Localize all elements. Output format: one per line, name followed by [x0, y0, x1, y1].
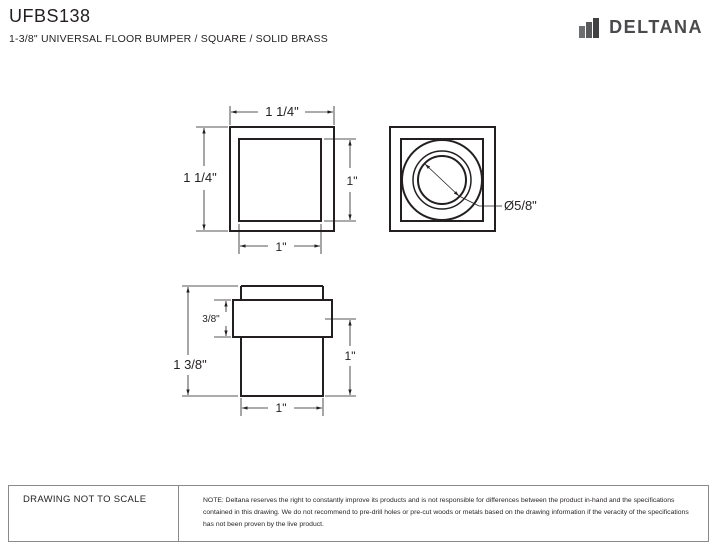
side-view: [233, 286, 332, 396]
inner-square: [239, 139, 321, 221]
dim-top-width: 1 1/4": [265, 104, 299, 119]
top-outer-square: [390, 127, 495, 231]
dim-body-width: 1": [275, 401, 287, 415]
dim-cap-height: 3/8": [202, 314, 220, 325]
disclaimer-note: NOTE: Deltana reserves the right to constantly improve its products and is not responsible for differences between the product in-hand and the specifications contained in this drawing. We do not recommend to pre-drill holes or pre-cut woods or metals based on the drawing information if the veracity of the specifications has not been proven by the live product.: [203, 497, 689, 528]
cap: [233, 300, 332, 337]
dim-diameter: Ø5/8": [504, 198, 537, 213]
dim-inner-width: 1": [275, 240, 287, 254]
front-view: [230, 127, 334, 231]
dim-inner-height: 1": [346, 174, 358, 188]
brand-name: DELTANA: [609, 17, 703, 37]
outer-square: [230, 127, 334, 231]
title-block: [8, 485, 709, 542]
dim-left-height: 1 1/4": [183, 170, 217, 185]
base-body: [241, 337, 323, 396]
dim-body-height: 1": [344, 349, 356, 363]
product-description: 1-3/8" UNIVERSAL FLOOR BUMPER / SQUARE / SOLID BRASS: [9, 33, 328, 45]
scale-note: DRAWING NOT TO SCALE: [9, 486, 179, 541]
product-code: UFBS138: [9, 6, 91, 26]
top-view: [390, 127, 495, 231]
dim-total-height: 1 3/8": [173, 357, 207, 372]
